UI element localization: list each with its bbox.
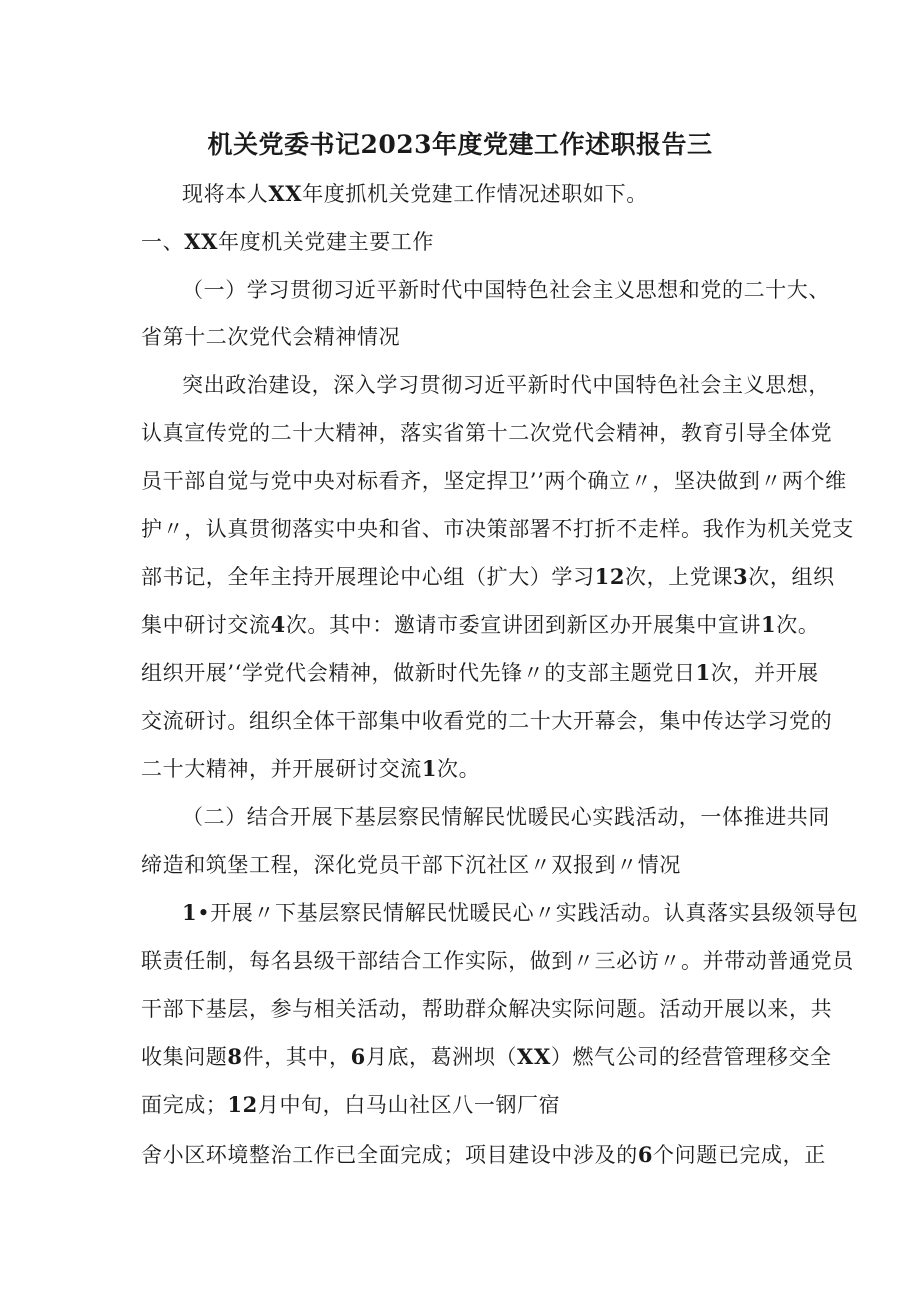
paragraph-line: 部书记，全年主持开展理论中心组（扩大）学习12次，上党课3次，组织 <box>141 564 835 589</box>
section-heading: 一、XX年度机关党建主要工作 <box>141 229 434 254</box>
paragraph-line: 面完成；12月中旬，白马山社区八一钢厂宿 <box>141 1092 561 1117</box>
document-title: 机关党委书记2023年度党建工作述职报告三 <box>207 130 713 159</box>
subsection-heading-line: 省第十二次党代会精神情况 <box>141 325 401 349</box>
subsection-heading-line: 缔造和筑堡工程，深化党员干部下沉社区〃双报到〃情况 <box>141 853 681 877</box>
paragraph-line: 现将本人XX年度抓机关党建工作情况述职如下。 <box>182 181 648 206</box>
paragraph-line: 1•开展〃下基层察民情解民忧暖民心〃实践活动。认真落实县级领导包 <box>182 900 859 925</box>
paragraph-line: 认真宣传党的二十大精神，落实省第十二次党代会精神，教育引导全体党 <box>141 421 833 445</box>
subsection-heading-line: （二）结合开展下基层察民情解民忧暖民心实践活动，一体推进共同 <box>182 805 830 829</box>
paragraph-line: 护〃，认真贯彻落实中央和省、市决策部署不打折不走样。我作为机关党支 <box>141 517 854 541</box>
paragraph-line: 组织开展’‘学党代会精神，做新时代先锋〃的支部主题党日1次，并开展 <box>141 660 819 685</box>
paragraph-line: 交流研讨。组织全体干部集中收看党的二十大开幕会，集中传达学习党的 <box>141 709 833 733</box>
paragraph-line: 员干部自觉与党中央对标看齐，坚定捍卫’’两个确立〃，坚决做到〃两个维 <box>141 469 847 493</box>
paragraph-line: 联责任制，每名县级干部结合工作实际，做到〃三必访〃。并带动普通党员 <box>141 949 854 973</box>
subsection-heading-line: （一）学习贯彻习近平新时代中国特色社会主义思想和党的二十大、 <box>182 278 830 302</box>
paragraph-line: 集中研讨交流4次。其中：邀请市委宣讲团到新区办开展集中宣讲1次。 <box>141 612 820 637</box>
paragraph-line: 舍小区环境整治工作已全面完成；项目建设中涉及的6个问题已完成，正 <box>141 1142 826 1167</box>
paragraph-line: 干部下基层，参与相关活动，帮助群众解决实际问题。活动开展以来，共 <box>141 997 833 1021</box>
paragraph-line: 突出政治建设，深入学习贯彻习近平新时代中国特色社会主义思想， <box>182 373 830 397</box>
paragraph-line: 收集问题8件，其中，6月底，葛洲坝（XX）燃气公司的经营管理移交全 <box>141 1044 832 1069</box>
paragraph-line: 二十大精神，并开展研讨交流1次。 <box>141 756 481 781</box>
